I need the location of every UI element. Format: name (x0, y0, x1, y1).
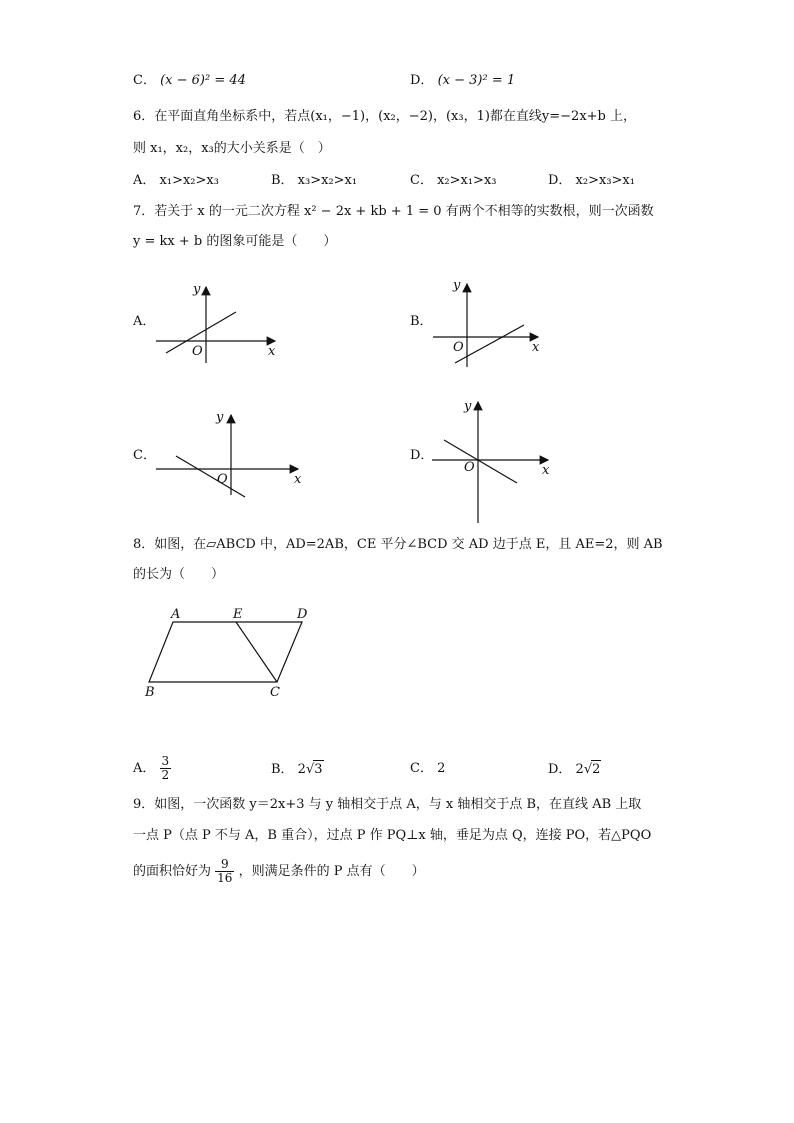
fraction-numerator: 9 (215, 858, 234, 872)
sqrt-icon: √ (305, 762, 315, 777)
x-label: x (532, 340, 540, 355)
q5-option-d (410, 72, 515, 90)
q8-option-a-fraction (160, 755, 172, 782)
q8-option-d-label: D． 2 (548, 762, 584, 777)
function-line (455, 325, 524, 363)
q5-option-c-math: (x − 6)² = 44 (160, 73, 246, 88)
x-label: x (542, 463, 550, 478)
q7-option-b-label: B． (410, 314, 433, 329)
q7-graph-b (428, 272, 558, 372)
q9-line3-prefix: 的面积恰好为 (133, 864, 212, 879)
q8-option-c: C． 2 (410, 761, 446, 776)
vertex-b-label: B (145, 685, 155, 700)
origin-label: O (217, 472, 228, 487)
fraction-denominator: 2 (161, 768, 170, 782)
origin-label: O (464, 460, 475, 475)
vertex-c-label: C (270, 685, 280, 700)
q8-parallelogram-figure (140, 600, 320, 705)
q5-option-c (133, 72, 246, 90)
q9-area-fraction (215, 858, 234, 885)
x-label: x (268, 344, 276, 359)
segment-ce (236, 622, 277, 682)
q9-line3-suffix: ，则满足条件的 P 点有（ ） (238, 864, 425, 879)
q7-option-d-label: D． (410, 448, 434, 463)
y-label: y (453, 278, 461, 293)
origin-label: O (192, 344, 203, 359)
q8-option-a-label: A． (133, 761, 156, 776)
origin-label: O (453, 340, 464, 355)
q5-option-d-label: D． (410, 73, 434, 88)
fraction-numerator: 3 (161, 754, 170, 768)
q5-option-c-label: C． (133, 73, 156, 88)
q8-option-b-label: B． 2 (271, 762, 306, 777)
sqrt-icon: √ (583, 762, 593, 777)
q6-option-b: B． x₃>x₂>x₁ (271, 173, 358, 188)
function-line (176, 456, 245, 497)
q8-option-b-radicand: 3 (314, 762, 323, 777)
q6-option-a: A． x₁>x₂>x₃ (133, 173, 219, 188)
q6-option-d: D． x₂>x₃>x₁ (548, 173, 635, 188)
y-label: y (193, 282, 201, 297)
q6-option-c: C． x₂>x₁>x₃ (410, 173, 497, 188)
vertex-a-label: A (171, 607, 181, 622)
q8-stem-line1: 8．如图，在▱ABCD 中，AD=2AB，CE 平分∠BCD 交 AD 边于点 E，且 AE=2，则 AB (133, 537, 663, 552)
q7-graph-d (428, 398, 563, 528)
q5-option-d-math: (x − 3)² = 1 (437, 73, 516, 88)
vertex-d-label: D (297, 607, 308, 622)
q8-option-a (133, 752, 171, 786)
y-label: y (464, 399, 472, 414)
q7-graph-c (150, 405, 310, 500)
function-line (444, 440, 517, 483)
q9-stem-line1: 9．如图，一次函数 y＝2x+3 与 y 轴相交于点 A，与 x 轴相交于点 B，在直线 AB 上取 (133, 797, 642, 812)
q8-option-d (548, 760, 601, 779)
q9-stem-line2: 一点 P（点 P 不与 A，B 重合），过点 P 作 PQ⊥x 轴，垂足为点 Q，连接 PO，若△PQO (133, 828, 652, 843)
q8-stem-line2: 的长为（ ） (133, 567, 225, 582)
vertex-e-label: E (233, 607, 243, 622)
q7-stem-line2: y = kx + b 的图象可能是（ ） (133, 234, 337, 249)
q6-stem-line1: 6．在平面直角坐标系中，若点(x₁，−1)，(x₂，−2)，(x₃，1)都在直线y=−2x+b 上， (133, 109, 637, 124)
q7-option-a-label: A． (133, 314, 156, 329)
q7-graph-a (150, 275, 290, 370)
y-label: y (216, 410, 224, 425)
q7-option-c-label: C． (133, 448, 156, 463)
q8-option-d-radicand: 2 (592, 762, 601, 777)
parallelogram-abcd (149, 622, 302, 682)
q9-stem-line3 (133, 855, 425, 889)
fraction-denominator: 16 (217, 871, 233, 885)
q8-option-b (271, 760, 324, 779)
x-label: x (294, 472, 302, 487)
q7-stem-line1: 7．若关于 x 的一元二次方程 x² − 2x + kb + 1 = 0 有两个不相等的实数根，则一次函数 (133, 204, 654, 219)
q6-stem-line2: 则 x₁，x₂，x₃的大小关系是（ ） (133, 141, 331, 156)
